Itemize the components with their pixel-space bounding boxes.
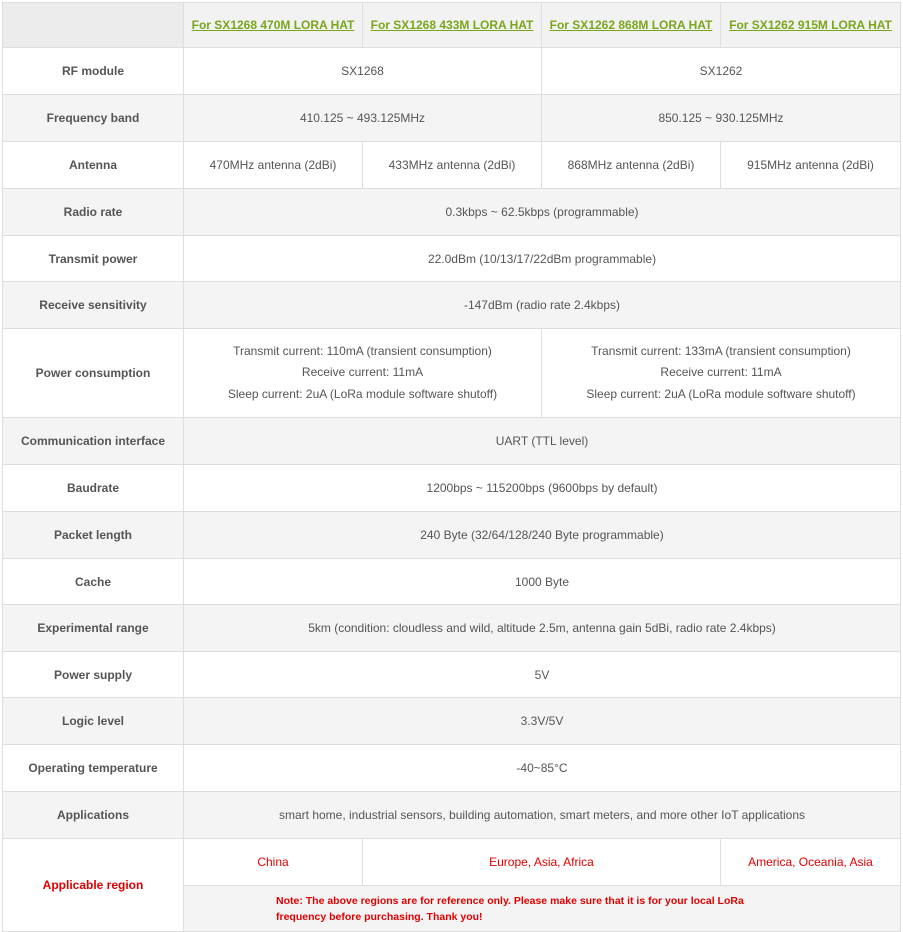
- antenna-433: 433MHz antenna (2dBi): [363, 142, 542, 189]
- region-note-line: frequency before purchasing. Thank you!: [276, 910, 483, 923]
- operating-temperature-value: -40~85°C: [184, 745, 901, 792]
- receive-current: Receive current: 11mA: [660, 365, 782, 380]
- row-label: Frequency band: [3, 95, 184, 142]
- row-label: Antenna: [3, 142, 184, 189]
- frequency-band-sx1268: 410.125 ~ 493.125MHz: [184, 95, 542, 142]
- row-operating-temperature: [3, 745, 901, 792]
- communication-interface-value: UART (TTL level): [184, 418, 901, 465]
- row-frequency-band: [3, 95, 901, 142]
- header-corner-cell: [3, 3, 184, 48]
- header-cell: [542, 3, 721, 48]
- row-baudrate: [3, 465, 901, 512]
- rf-module-sx1268: SX1268: [184, 48, 542, 95]
- region-europe-asia-africa: Europe, Asia, Africa: [363, 839, 721, 886]
- row-label: Logic level: [3, 698, 184, 745]
- antenna-470: 470MHz antenna (2dBi): [184, 142, 363, 189]
- row-transmit-power: [3, 236, 901, 282]
- row-experimental-range: [3, 605, 901, 652]
- row-label: Applications: [3, 792, 184, 839]
- region-china: China: [184, 839, 363, 886]
- row-label-applicable-region: Applicable region: [3, 839, 184, 932]
- row-logic-level: [3, 698, 901, 745]
- row-label: Power consumption: [3, 329, 184, 418]
- transmit-power-value: 22.0dBm (10/13/17/22dBm programmable): [184, 236, 901, 282]
- row-label: Experimental range: [3, 605, 184, 652]
- model-link-sx1268-470m[interactable]: For SX1268 470M LORA HAT: [191, 18, 355, 32]
- antenna-868: 868MHz antenna (2dBi): [542, 142, 721, 189]
- logic-level-value: 3.3V/5V: [184, 698, 901, 745]
- model-link-sx1262-868m[interactable]: For SX1262 868M LORA HAT: [549, 18, 713, 32]
- applications-value: smart home, industrial sensors, building automation, smart meters, and more other IoT applications: [184, 792, 901, 839]
- row-label: RF module: [3, 48, 184, 95]
- row-power-supply: [3, 652, 901, 698]
- region-note-line: Note: The above regions are for reference only. Please make sure that it is for your local LoRa: [276, 894, 744, 907]
- spec-table: [2, 2, 901, 932]
- power-consumption-sx1268: [184, 329, 542, 418]
- radio-rate-value: 0.3kbps ~ 62.5kbps (programmable): [184, 189, 901, 236]
- row-label: Radio rate: [3, 189, 184, 236]
- header-cell: [184, 3, 363, 48]
- baudrate-value: 1200bps ~ 115200bps (9600bps by default): [184, 465, 901, 512]
- region-note: [184, 886, 901, 932]
- header-row: [3, 3, 901, 48]
- cache-value: 1000 Byte: [184, 559, 901, 605]
- row-label: Transmit power: [3, 236, 184, 282]
- transmit-current: Transmit current: 110mA (transient consumption): [233, 343, 492, 358]
- sleep-current: Sleep current: 2uA (LoRa module software shutoff): [227, 386, 498, 401]
- sleep-current: Sleep current: 2uA (LoRa module software shutoff): [586, 386, 856, 401]
- row-label: Operating temperature: [3, 745, 184, 792]
- packet-length-value: 240 Byte (32/64/128/240 Byte programmable): [184, 512, 901, 559]
- row-label: Power supply: [3, 652, 184, 698]
- region-america-oceania-asia: America, Oceania, Asia: [721, 839, 901, 886]
- receive-sensitivity-value: -147dBm (radio rate 2.4kbps): [184, 282, 901, 329]
- power-consumption-sx1262: [542, 329, 901, 418]
- row-rf-module: [3, 48, 901, 95]
- row-packet-length: [3, 512, 901, 559]
- row-applicable-region: [3, 839, 901, 886]
- antenna-915: 915MHz antenna (2dBi): [721, 142, 901, 189]
- frequency-band-sx1262: 850.125 ~ 930.125MHz: [542, 95, 901, 142]
- rf-module-sx1262: SX1262: [542, 48, 901, 95]
- header-cell: [721, 3, 901, 48]
- header-cell: [363, 3, 542, 48]
- row-label: Packet length: [3, 512, 184, 559]
- row-communication-interface: [3, 418, 901, 465]
- model-link-sx1268-433m[interactable]: For SX1268 433M LORA HAT: [370, 18, 534, 32]
- row-power-consumption: [3, 329, 901, 418]
- experimental-range-value: 5km (condition: cloudless and wild, altitude 2.5m, antenna gain 5dBi, radio rate 2.4kbps): [184, 605, 901, 652]
- row-receive-sensitivity: [3, 282, 901, 329]
- row-label: Cache: [3, 559, 184, 605]
- model-link-sx1262-915m[interactable]: For SX1262 915M LORA HAT: [729, 18, 892, 32]
- row-label: Receive sensitivity: [3, 282, 184, 329]
- row-cache: [3, 559, 901, 605]
- row-label: Baudrate: [3, 465, 184, 512]
- row-label: Communication interface: [3, 418, 184, 465]
- row-applications: [3, 792, 901, 839]
- row-antenna: [3, 142, 901, 189]
- receive-current: Receive current: 11mA: [301, 365, 424, 380]
- transmit-current: Transmit current: 133mA (transient consumption): [591, 343, 851, 358]
- row-radio-rate: [3, 189, 901, 236]
- power-supply-value: 5V: [184, 652, 901, 698]
